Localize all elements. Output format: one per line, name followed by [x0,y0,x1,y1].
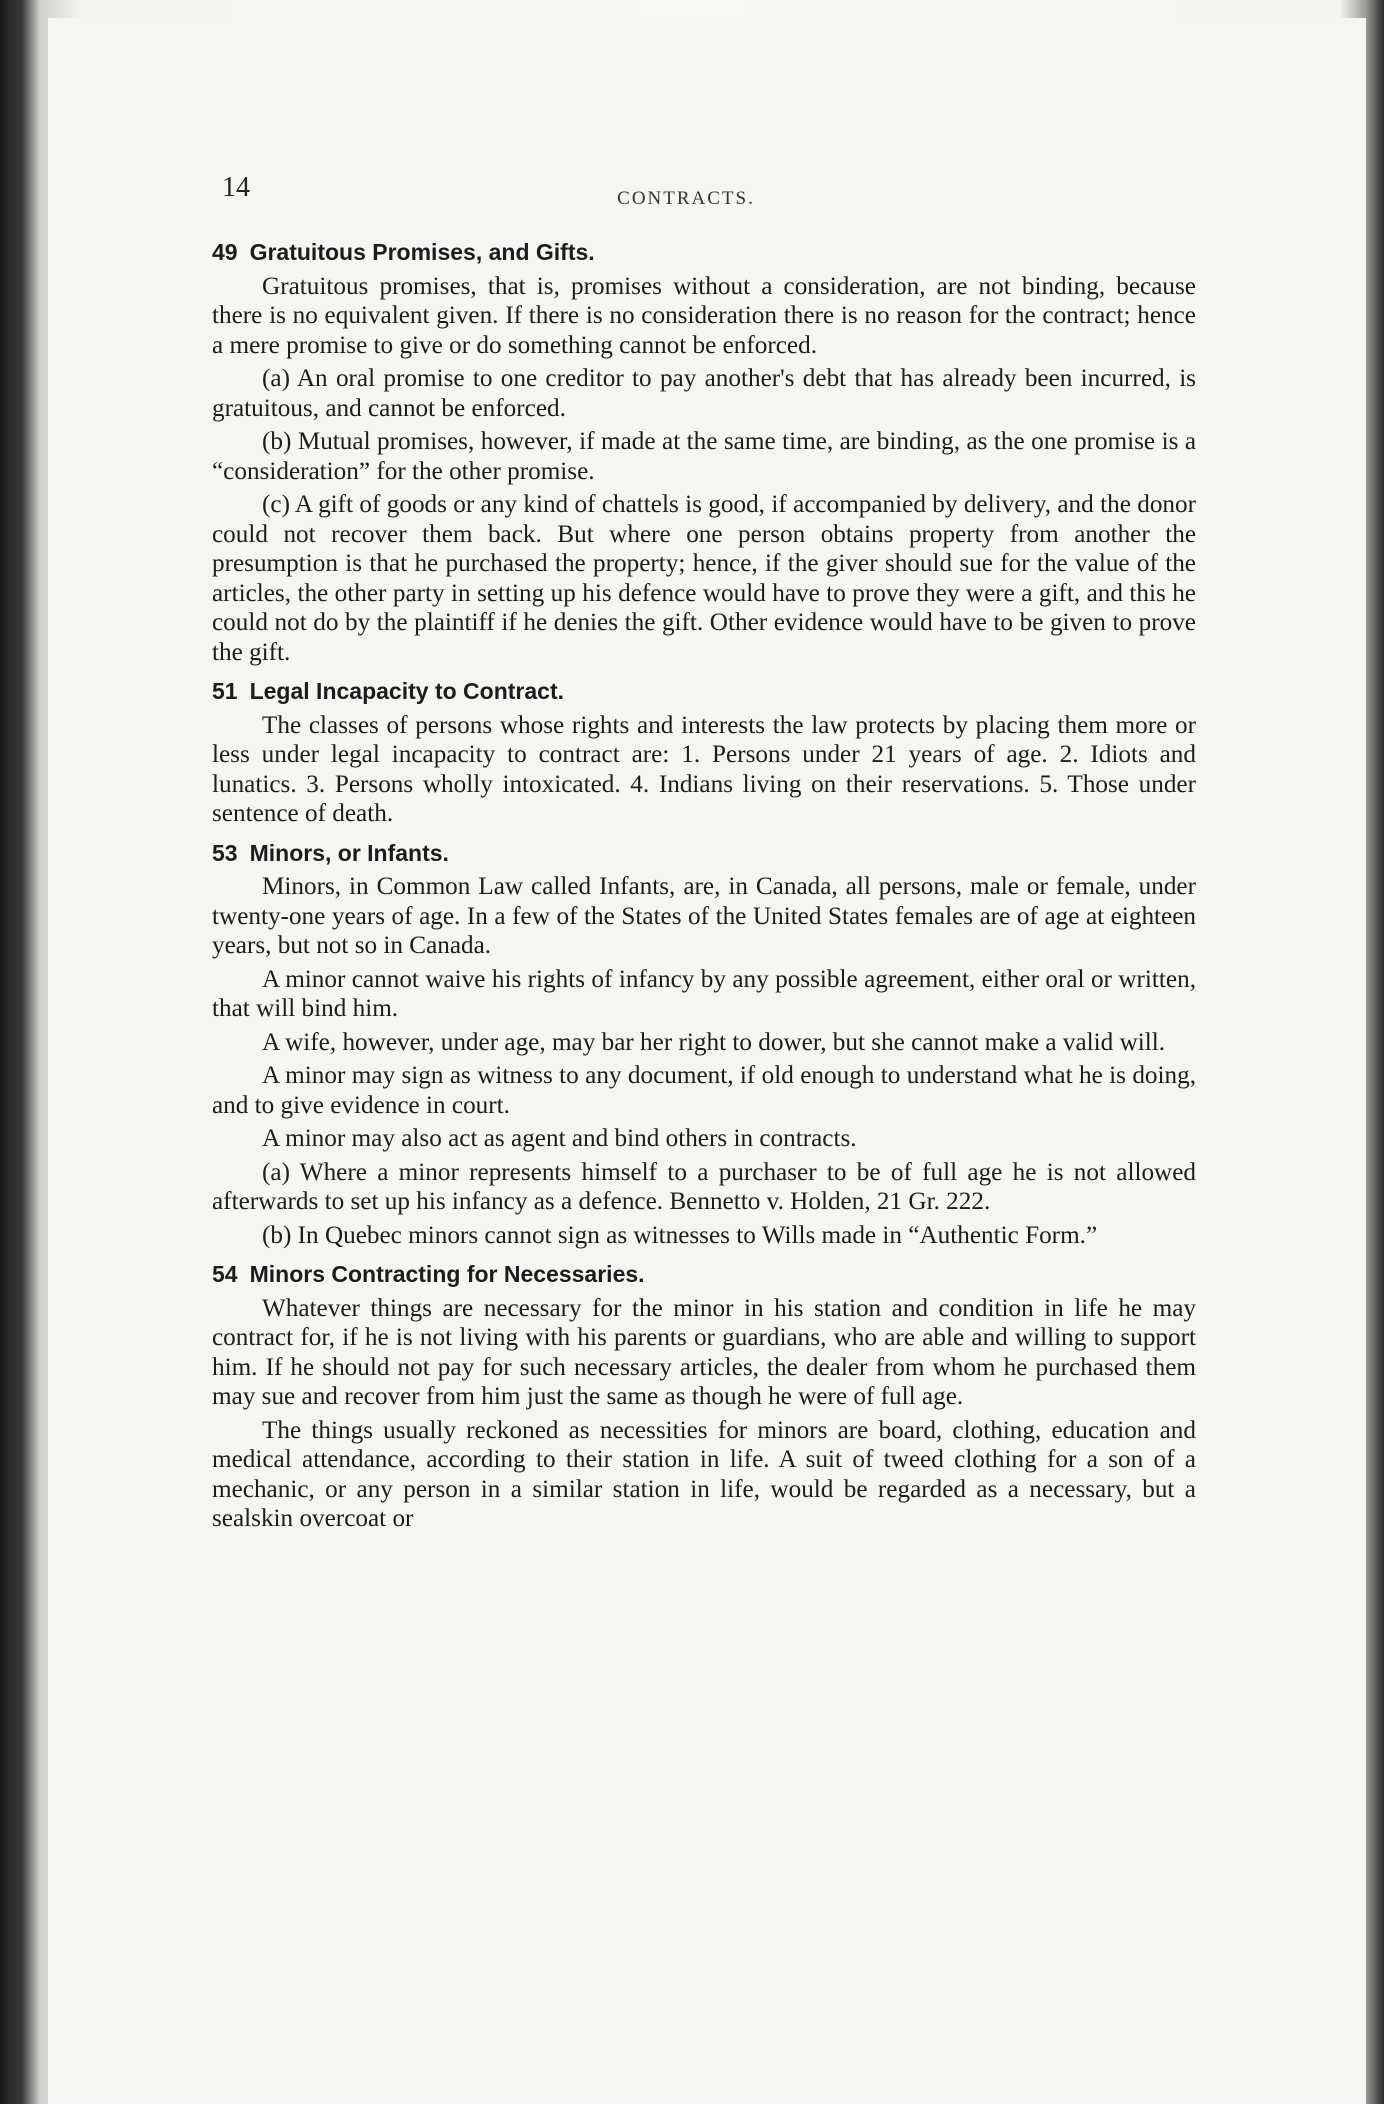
paragraph: The things usually reckoned as necessities for minors are board, clothing, education and medical attendance, according to their station in life. A suit of tweed clothing for a son of a mechanic, or any person in a similar station in life, would be regarded as a necessary, but a sealskin overcoat or [212,1416,1196,1532]
paragraph: (b) Mutual promises, however, if made at the same time, are binding, as the one promise is a “consideration” for the other promise. [212,428,1196,485]
page-body [212,228,1196,1538]
paragraph: Gratuitous promises, that is, promises without a consideration, are not binding, because there is no equivalent given. If there is no consideration there is no reason for the contract; hence a mere promise to give or do something cannot be enforced. [212,272,1196,359]
section-heading [212,238,1196,268]
section-title: Minors Contracting for Necessaries. [249,1261,645,1287]
section-number: 49 [212,239,238,265]
paragraph: (a) An oral promise to one creditor to pay another's debt that has already been incurred, is gratuitous, and cannot be enforced. [212,365,1196,422]
section-number: 51 [212,678,238,704]
paragraph: A minor may also act as agent and bind others in contracts. [262,1125,857,1152]
section-title: Minors, or Infants. [249,839,449,866]
paragraph: A minor cannot waive his rights of infancy by any possible agreement, either oral or written, that will bind him. [212,965,1196,1022]
paragraph: Minors, in Common Law called Infants, are, in Canada, all persons, male or female, under twenty-one years of age. In a few of the States of the United States females are of age at eighteen years, but not so in Canada. [212,873,1196,959]
section-heading [212,839,1196,869]
section-number: 54 [212,1261,238,1287]
paragraph: (b) In Quebec minors cannot sign as witnesses to Wills made in “Authentic Form.” [262,1221,1098,1249]
paragraph: A minor may sign as witness to any document, if old enough to understand what he is doing, and to give evidence in court. [212,1062,1196,1119]
paragraph: Whatever things are necessary for the minor in his station and condition in life he may contract for, if he is not living with his parents or guardians, who are able and willing to support him. If he should not pay for such necessary articles, the dealer from whom he purchased them may sue and recover from him just the same as though he were of full age. [212,1294,1196,1410]
page-header [176,160,1196,210]
section-heading [212,1260,1196,1290]
section-heading [212,677,1196,707]
paragraph: A wife, however, under age, may bar her right to dower, but she cannot make a valid will. [262,1028,1166,1056]
paragraph: The classes of persons whose rights and interests the law protects by placing them more or less under legal incapacity to contract are: 1. Persons under 21 years of age. 2. Idiots and lunatics. 3. Persons wholly intoxicated. 4. Indians living on their reservations. 5. Those under sentence of death. [212,711,1196,827]
paragraph: (c) A gift of goods or any kind of chattels is good, if accompanied by delivery, and the donor could not recover them back. But where one person obtains property from another the presumption is that he purchased the property; hence, if the giver should sue for the value of the articles, the other party in setting up his defence would have to prove they were a gift, and this he could not do by the plaintiff if he denies the gift. Other evidence would have to be given to prove the gift. [212,491,1196,666]
paragraph: (a) Where a minor represents himself to a purchaser to be of full age he is not allowed afterwards to set up his infancy as a defence. Bennetto v. Holden, 21 Gr. 222. [212,1158,1196,1215]
running-head: CONTRACTS. [617,188,755,209]
section-number: 53 [212,839,238,866]
section-title: Legal Incapacity to Contract. [249,678,564,704]
section-title: Gratuitous Promises, and Gifts. [249,239,595,265]
page-number: 14 [222,172,250,203]
